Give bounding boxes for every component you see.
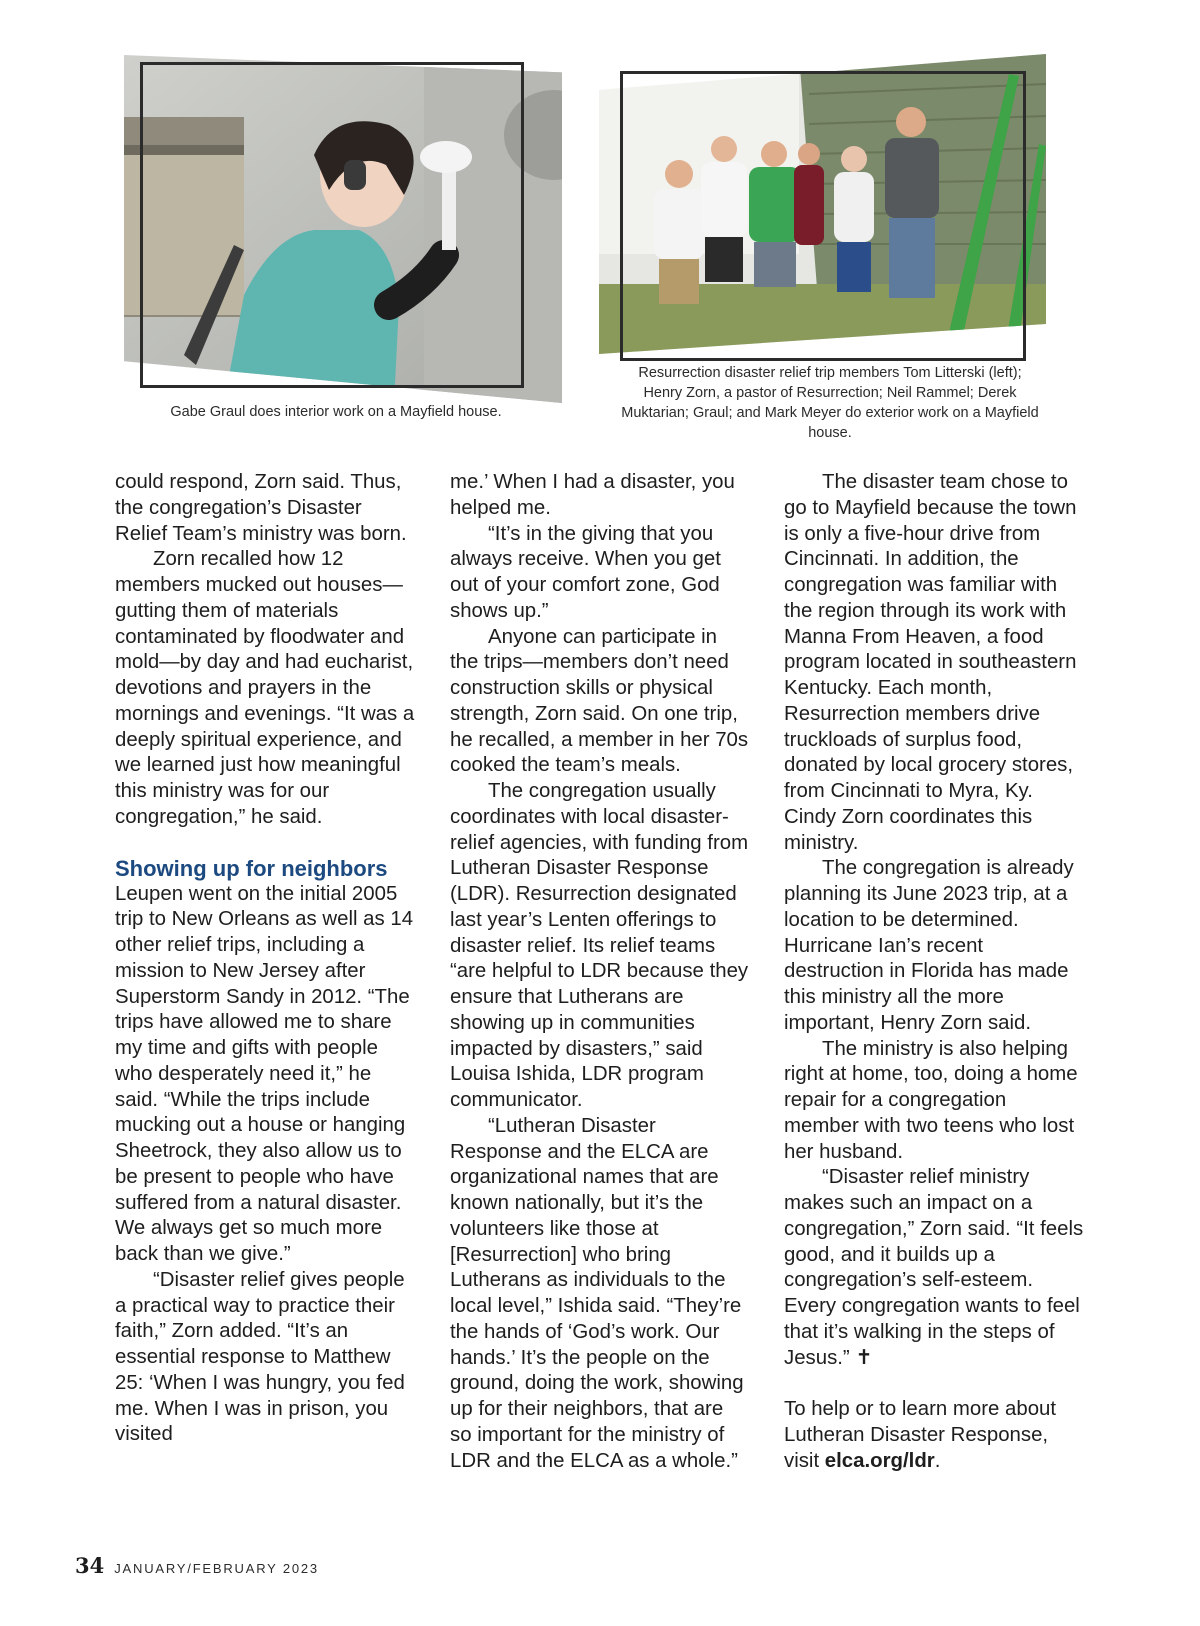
photo-exterior-caption: Resurrection disaster relief trip members Tom Litterski (left); Henry Zorn, a pastor of Resurrection; Neil Rammel; Derek Muktarian; Graul; and Mark Meyer do exterior work on a Mayfield house. — [621, 365, 1039, 441]
paragraph: Leupen went on the initial 2005 trip to New Orleans as well as 14 other relief trips, including a mission to New Jersey after Superstorm Sandy in 2012. “The trips have allowed me to share my time and gifts with people who desperately need it,” he said. “While the trips include mucking out a house or hanging Sheetrock, they also allow us to be present to people who have suffered from a natural disaster. We always get so much more back than we give.” — [115, 882, 414, 1265]
photo-interior-work — [124, 55, 562, 403]
paragraph: The ministry is also helping right at home, too, doing a home repair for a congregation member with two teens who lost her husband. — [784, 1037, 1078, 1163]
photo-exterior-work-image — [599, 54, 1046, 354]
paragraph: could respond, Zorn said. Thus, the congregation’s Disaster Relief Team’s ministry was born. — [115, 471, 407, 545]
photo-exterior-work — [599, 54, 1046, 354]
paragraph: Anyone can participate in the trips—members don’t need construction skills or physical strength, Zorn said. On one trip, he recalled, a member in her 70s cooked the team’s meals. — [450, 625, 749, 777]
elca-ldr-link[interactable]: elca.org/ldr — [824, 1449, 935, 1472]
section-heading: Showing up for neighbors — [115, 855, 388, 881]
article-column-1 — [115, 470, 415, 1448]
paragraph: “Disaster relief ministry makes such an impact on a congregation,” Zorn said. “It feels good, and it builds up a congregation’s self-esteem. Every congregation wants to feel that it’s walking in the steps of Jesus.” ✝ — [784, 1166, 1084, 1369]
page-folio — [75, 1553, 319, 1578]
paragraph: The congregation is already planning its June 2023 trip, at a location to be determined. Hurricane Ian’s recent destruction in Florida has made this ministry all the more important, Henry Zorn said. — [784, 857, 1074, 1034]
paragraph: me.’ When I had a disaster, you helped me. — [450, 471, 735, 519]
article-column-2 — [450, 470, 750, 1474]
paragraph: The congregation usually coordinates with local disaster-relief agencies, with funding from Lutheran Disaster Response (LDR). Resurrection designated last year’s Lenten offerings to disaster relief. Its relief teams “are helpful to LDR because they ensure that Lutherans are showing up in communities impacted by disasters,” said Louisa Ishida, LDR program communicator. — [450, 780, 749, 1111]
photo-interior-caption: Gabe Graul does interior work on a Mayfield house. — [170, 404, 502, 420]
paragraph: Zorn recalled how 12 members mucked out houses—gutting them of materials contaminated by floodwater and mold—by day and had eucharist, devotions and prayers in the mornings and evenings. “It was a deeply spiritual experience, and we learned just how meaningful this ministry was for our congregation,” he said. — [115, 548, 415, 828]
page-number: 34 — [75, 1553, 105, 1578]
cta-end: . — [934, 1449, 941, 1472]
call-to-action — [784, 1397, 1084, 1474]
cta-text: To help or to learn more about Lutheran Disaster Response, visit — [784, 1398, 1057, 1472]
issue-date: JANUARY/FEBRUARY 2023 — [114, 1561, 319, 1576]
paragraph: “It’s in the giving that you always receive. When you get out of your comfort zone, God shows up.” — [450, 522, 721, 622]
paragraph: “Disaster relief gives people a practical way to practice their faith,” Zorn added. “It’s an essential response to Matthew 25: ‘When I was hungry, you fed me. When I was in prison, you visited — [115, 1268, 405, 1446]
article-column-3 — [784, 470, 1084, 1475]
photo-interior-work-image — [124, 55, 562, 403]
paragraph: The disaster team chose to go to Mayfield because the town is only a five-hour drive from Cincinnati. In addition, the congregation was familiar with the region through its work with Manna From Heaven, a food program located in southeastern Kentucky. Each month, Resurrection members drive truckloads of surplus food, donated by local grocery stores, from Cincinnati to Myra, Ky. Cindy Zorn coordinates this ministry. — [784, 471, 1077, 854]
paragraph: “Lutheran Disaster Response and the ELCA are organizational names that are known nationally, but it’s the volunteers like those at [Resurrection] who bring Lutherans as individuals to the local level,” Ishida said. “They’re the hands of ‘God’s work. Our hands.’ It’s the people on the ground, doing the work, showing up for their neighbors, that are so important for the ministry of LDR and the ELCA as a whole.” — [450, 1114, 744, 1472]
